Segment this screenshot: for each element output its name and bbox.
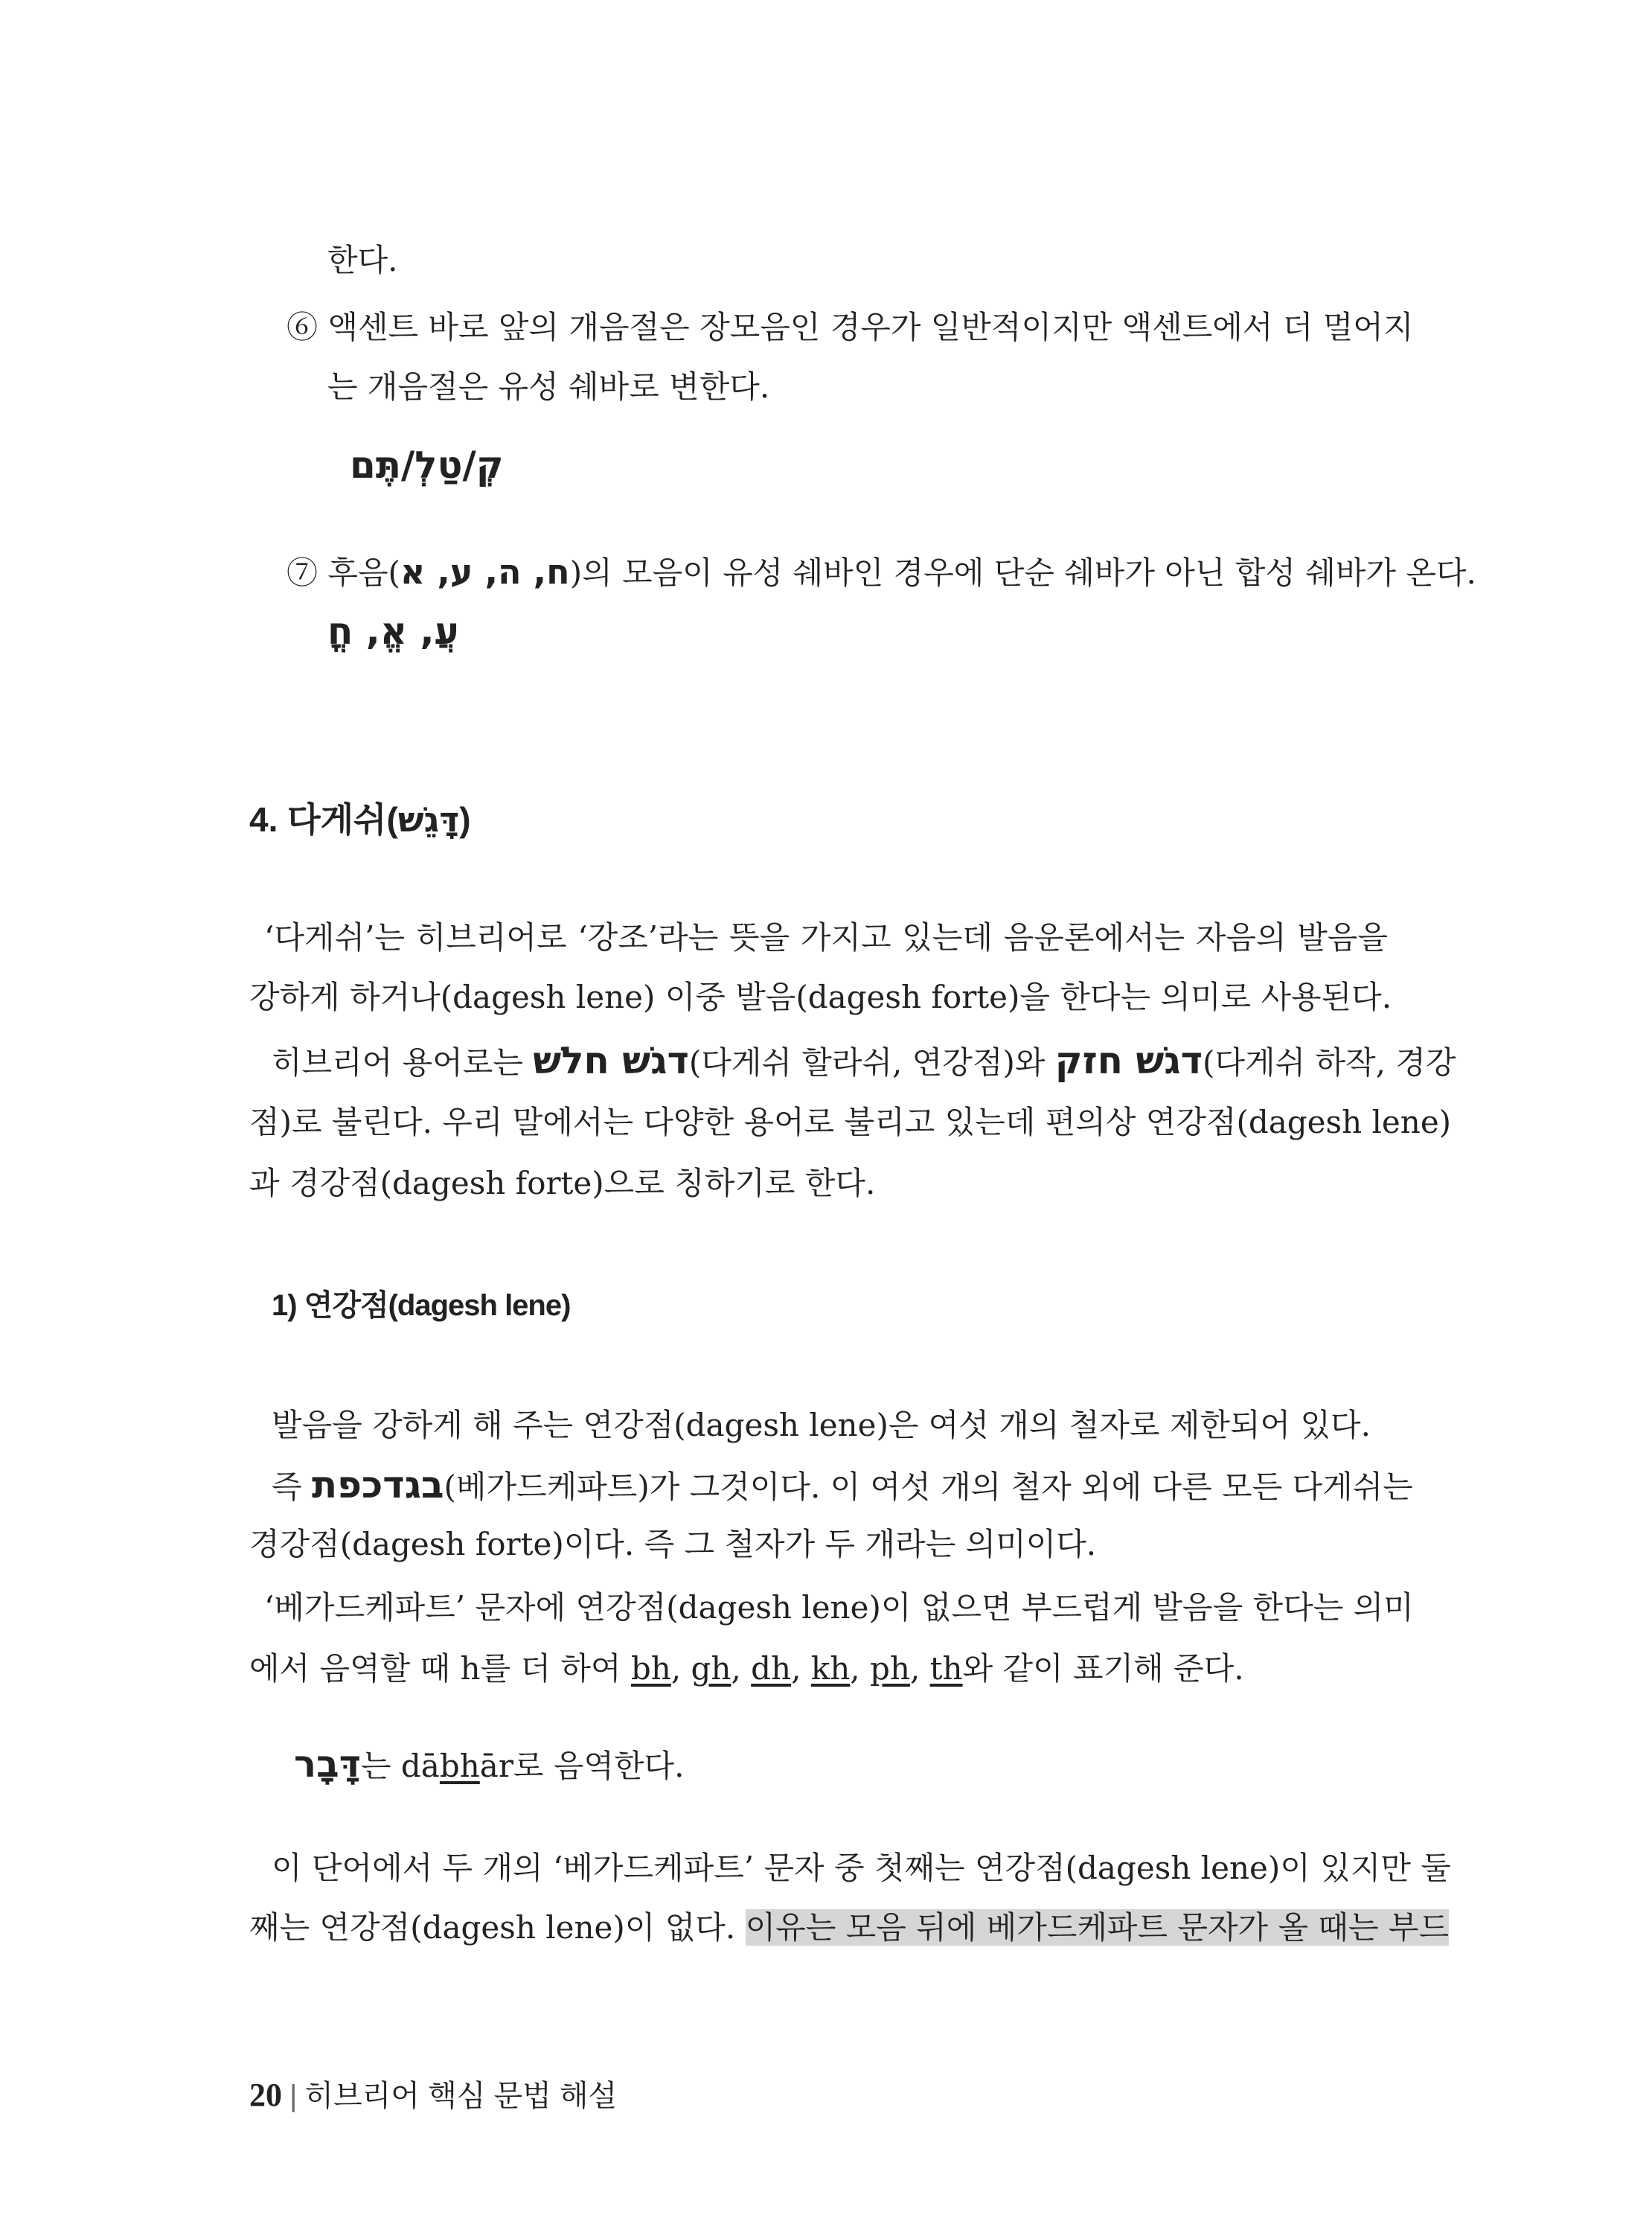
hebrew-word: קְ/טַלְ/תֶּם xyxy=(350,444,504,487)
paragraph-line xyxy=(272,1846,1451,1891)
line-text: 이 단어에서 두 개의 ‘베가드케파트’ 문자 중 첫째는 연강점(dagesh lene)이 있지만 둘 xyxy=(272,1850,1451,1886)
line-text: 에서 음역할 때 h를 더 하여 xyxy=(249,1650,631,1687)
book-title: 히브리어 핵심 문법 해설 xyxy=(304,2080,618,2112)
paragraph-line xyxy=(272,1463,1413,1510)
hebrew-word: עֲ, אֱ, חֳ xyxy=(327,610,459,653)
paragraph-line xyxy=(272,1038,1456,1085)
line-text: 강하게 하거나(dagesh lene) 이중 발음(dagesh forte)을 한다는 의미로 사용된다. xyxy=(249,979,1392,1015)
line-text: 액센트 바로 앞의 개음절은 장모음인 경우가 일반적이지만 액센트에서 더 멀어지 xyxy=(327,309,1414,345)
paragraph-line xyxy=(249,1522,1388,1567)
line-text: 후음( xyxy=(327,555,400,591)
hebrew-letters: ח, ה, ע, א xyxy=(400,552,570,592)
line-text: (다게쉬 할라쉬, 연강점)와 xyxy=(688,1044,1055,1081)
paragraph-line: 에서 음역할 때 h를 더 하여 bh, gh, dh, kh, ph, th와 같이 표기해 준다. xyxy=(249,1650,1244,1687)
line-text: ‘베가드케파트’ 문자에 연강점(dagesh lene)이 없으면 부드럽게 발음을 한다는 의미 xyxy=(264,1589,1414,1626)
line-text: 히브리어 용어로는 xyxy=(272,1044,534,1081)
item-marker: ⑥ xyxy=(286,309,318,345)
page-footer xyxy=(249,2073,617,2118)
line-text: 한다. xyxy=(327,242,398,278)
transliteration: ph xyxy=(870,1650,910,1687)
paragraph-line xyxy=(249,1161,1388,1206)
hebrew-example xyxy=(350,443,647,502)
example-line xyxy=(294,1742,1432,1789)
line-text: (다게쉬 하작, 경강 xyxy=(1203,1044,1456,1081)
hebrew-word: דָּגֵשׁ xyxy=(397,799,460,840)
numbered-item-6 xyxy=(286,305,1414,350)
section-heading xyxy=(249,793,471,842)
paragraph-line xyxy=(249,1905,1450,1950)
line-text: ‘다게쉬’는 히브리어로 ‘강조’라는 뜻을 가지고 있는데 음운론에서는 자음의 발음을 xyxy=(264,919,1388,956)
transliteration: bh xyxy=(630,1650,671,1687)
transliteration: bh xyxy=(439,1748,480,1784)
hebrew-term: בגדכפת xyxy=(311,1463,444,1507)
line-text: 는 dā xyxy=(361,1748,440,1784)
transliteration: kh xyxy=(810,1650,851,1687)
line-text: 는 개음절은 유성 쉐바로 변한다. xyxy=(327,368,770,405)
hebrew-example xyxy=(327,609,1466,656)
line-text: 와 같이 표기해 준다. xyxy=(962,1650,1244,1687)
text-line xyxy=(327,238,1466,283)
line-text: 경강점(dagesh forte)이다. 즉 그 철자가 두 개라는 의미이다. xyxy=(249,1526,1097,1562)
heading-text: ) xyxy=(459,800,471,839)
heading-text: 4. 다게쉬( xyxy=(249,800,398,839)
hebrew-word: דָּבָר xyxy=(294,1742,361,1786)
paragraph-line xyxy=(249,975,1392,1020)
transliteration: th xyxy=(929,1650,963,1687)
line-text: 째는 연강점(dagesh lene)이 없다. xyxy=(249,1909,746,1946)
hebrew-term: דגשׁ חלשׁ xyxy=(533,1039,689,1082)
subsection-heading: 1) 연강점(dagesh lene) xyxy=(272,1289,571,1322)
page-number: 20 xyxy=(249,2077,282,2113)
numbered-item-7 xyxy=(286,549,1476,595)
paragraph-line xyxy=(249,1100,1452,1145)
transliteration: gh xyxy=(691,1650,731,1687)
line-text: )의 모음이 유성 쉐바인 경우에 단순 쉐바가 아닌 합성 쉐바가 온다. xyxy=(569,555,1476,591)
paragraph-line xyxy=(264,916,1388,960)
line-text: 발음을 강하게 해 주는 연강점(dagesh lene)은 여섯 개의 철자로 제한되어 있다. xyxy=(272,1407,1371,1443)
line-text: 즉 xyxy=(272,1469,312,1505)
line-text: ā xyxy=(479,1748,499,1784)
transliteration: dh xyxy=(751,1650,792,1687)
paragraph-line xyxy=(272,1403,1410,1448)
hebrew-term: דגשׁ חזק xyxy=(1054,1039,1203,1082)
line-text: r로 음역한다. xyxy=(498,1748,685,1784)
item-marker: ⑦ xyxy=(286,555,318,591)
line-text: 점)로 불린다. 우리 말에서는 다양한 용어로 불리고 있는데 편의상 연강점(dagesh lene) xyxy=(249,1104,1452,1140)
paragraph-line xyxy=(264,1585,1414,1630)
line-text: 과 경강점(dagesh forte)으로 칭하기로 한다. xyxy=(249,1165,876,1201)
footer-separator: | xyxy=(289,2080,298,2112)
highlighted-text: 이유는 모음 뒤에 베가드케파트 문자가 올 때는 부드 xyxy=(745,1909,1450,1946)
line-text: (베가드케파트)가 그것이다. 이 여섯 개의 철자 외에 다른 모든 다게쉬는 xyxy=(444,1469,1413,1505)
text-line xyxy=(327,365,1466,409)
